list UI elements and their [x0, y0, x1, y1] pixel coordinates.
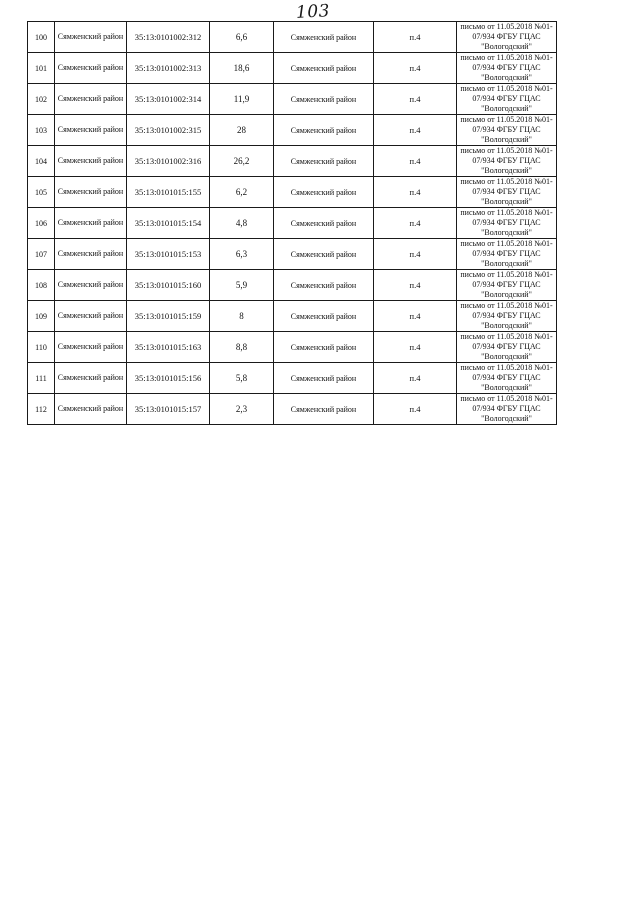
district-cell: Сямженский район [55, 363, 127, 394]
location-cell: Сямженский район [274, 332, 374, 363]
cadastral-number-cell: 35:13:0101002:313 [127, 53, 210, 84]
area-cell: 6,6 [210, 22, 274, 53]
table-row [28, 115, 557, 146]
location-cell: Сямженский район [274, 239, 374, 270]
area-cell: 11,9 [210, 84, 274, 115]
row-number-cell: 103 [28, 115, 55, 146]
location-cell: Сямженский район [274, 208, 374, 239]
basis-cell: письмо от 11.05.2018 №01-07/934 ФГБУ ГЦАС "Вологодский" [457, 115, 557, 146]
cadastral-number-cell: 35:13:0101015:160 [127, 270, 210, 301]
district-cell: Сямженский район [55, 332, 127, 363]
basis-cell: письмо от 11.05.2018 №01-07/934 ФГБУ ГЦАС "Вологодский" [457, 22, 557, 53]
district-cell: Сямженский район [55, 208, 127, 239]
table-row [28, 84, 557, 115]
clause-cell: п.4 [374, 208, 457, 239]
district-cell: Сямженский район [55, 22, 127, 53]
cadastral-number-cell: 35:13:0101015:163 [127, 332, 210, 363]
basis-cell: письмо от 11.05.2018 №01-07/934 ФГБУ ГЦАС "Вологодский" [457, 239, 557, 270]
location-cell: Сямженский район [274, 301, 374, 332]
cadastral-number-cell: 35:13:0101002:314 [127, 84, 210, 115]
cadastral-number-cell: 35:13:0101015:153 [127, 239, 210, 270]
clause-cell: п.4 [374, 394, 457, 425]
location-cell: Сямженский район [274, 270, 374, 301]
cadastral-number-cell: 35:13:0101015:156 [127, 363, 210, 394]
area-cell: 6,3 [210, 239, 274, 270]
district-cell: Сямженский район [55, 270, 127, 301]
table-row [28, 301, 557, 332]
row-number-cell: 106 [28, 208, 55, 239]
area-cell: 8 [210, 301, 274, 332]
row-number-cell: 112 [28, 394, 55, 425]
basis-cell: письмо от 11.05.2018 №01-07/934 ФГБУ ГЦАС "Вологодский" [457, 84, 557, 115]
cadastral-number-cell: 35:13:0101015:157 [127, 394, 210, 425]
cadastral-number-cell: 35:13:0101015:159 [127, 301, 210, 332]
table-row [28, 332, 557, 363]
area-cell: 26,2 [210, 146, 274, 177]
clause-cell: п.4 [374, 146, 457, 177]
location-cell: Сямженский район [274, 53, 374, 84]
clause-cell: п.4 [374, 84, 457, 115]
district-cell: Сямженский район [55, 177, 127, 208]
district-cell: Сямженский район [55, 394, 127, 425]
row-number-cell: 111 [28, 363, 55, 394]
cadastral-number-cell: 35:13:0101002:315 [127, 115, 210, 146]
table-row [28, 394, 557, 425]
basis-cell: письмо от 11.05.2018 №01-07/934 ФГБУ ГЦАС "Вологодский" [457, 394, 557, 425]
clause-cell: п.4 [374, 363, 457, 394]
district-cell: Сямженский район [55, 239, 127, 270]
district-cell: Сямженский район [55, 115, 127, 146]
area-cell: 28 [210, 115, 274, 146]
table-row [28, 363, 557, 394]
clause-cell: п.4 [374, 239, 457, 270]
location-cell: Сямженский район [274, 363, 374, 394]
location-cell: Сямженский район [274, 394, 374, 425]
row-number-cell: 104 [28, 146, 55, 177]
clause-cell: п.4 [374, 332, 457, 363]
cadastral-number-cell: 35:13:0101002:316 [127, 146, 210, 177]
clause-cell: п.4 [374, 53, 457, 84]
district-cell: Сямженский район [55, 84, 127, 115]
basis-cell: письмо от 11.05.2018 №01-07/934 ФГБУ ГЦАС "Вологодский" [457, 177, 557, 208]
basis-cell: письмо от 11.05.2018 №01-07/934 ФГБУ ГЦАС "Вологодский" [457, 53, 557, 84]
table-row [28, 208, 557, 239]
table-row [28, 239, 557, 270]
basis-cell: письмо от 11.05.2018 №01-07/934 ФГБУ ГЦАС "Вологодский" [457, 363, 557, 394]
district-cell: Сямженский район [55, 146, 127, 177]
page-number: 103 [295, 1, 331, 23]
area-cell: 18,6 [210, 53, 274, 84]
row-number-cell: 109 [28, 301, 55, 332]
table-row [28, 177, 557, 208]
district-cell: Сямженский район [55, 53, 127, 84]
location-cell: Сямженский район [274, 22, 374, 53]
land-plot-table [27, 21, 557, 425]
row-number-cell: 107 [28, 239, 55, 270]
area-cell: 5,8 [210, 363, 274, 394]
cadastral-number-cell: 35:13:0101015:154 [127, 208, 210, 239]
area-cell: 6,2 [210, 177, 274, 208]
row-number-cell: 102 [28, 84, 55, 115]
area-cell: 5,9 [210, 270, 274, 301]
clause-cell: п.4 [374, 115, 457, 146]
basis-cell: письмо от 11.05.2018 №01-07/934 ФГБУ ГЦАС "Вологодский" [457, 208, 557, 239]
row-number-cell: 101 [28, 53, 55, 84]
clause-cell: п.4 [374, 270, 457, 301]
location-cell: Сямженский район [274, 115, 374, 146]
row-number-cell: 110 [28, 332, 55, 363]
location-cell: Сямженский район [274, 177, 374, 208]
cadastral-number-cell: 35:13:0101015:155 [127, 177, 210, 208]
table-row [28, 53, 557, 84]
table-body [28, 22, 557, 425]
basis-cell: письмо от 11.05.2018 №01-07/934 ФГБУ ГЦАС "Вологодский" [457, 332, 557, 363]
cadastral-number-cell: 35:13:0101002:312 [127, 22, 210, 53]
area-cell: 2,3 [210, 394, 274, 425]
location-cell: Сямженский район [274, 146, 374, 177]
district-cell: Сямженский район [55, 301, 127, 332]
clause-cell: п.4 [374, 301, 457, 332]
basis-cell: письмо от 11.05.2018 №01-07/934 ФГБУ ГЦАС "Вологодский" [457, 146, 557, 177]
row-number-cell: 105 [28, 177, 55, 208]
row-number-cell: 108 [28, 270, 55, 301]
location-cell: Сямженский район [274, 84, 374, 115]
basis-cell: письмо от 11.05.2018 №01-07/934 ФГБУ ГЦАС "Вологодский" [457, 301, 557, 332]
clause-cell: п.4 [374, 177, 457, 208]
table-row [28, 270, 557, 301]
row-number-cell: 100 [28, 22, 55, 53]
area-cell: 8,8 [210, 332, 274, 363]
table-row [28, 146, 557, 177]
clause-cell: п.4 [374, 22, 457, 53]
area-cell: 4,8 [210, 208, 274, 239]
basis-cell: письмо от 11.05.2018 №01-07/934 ФГБУ ГЦАС "Вологодский" [457, 270, 557, 301]
table-row [28, 22, 557, 53]
